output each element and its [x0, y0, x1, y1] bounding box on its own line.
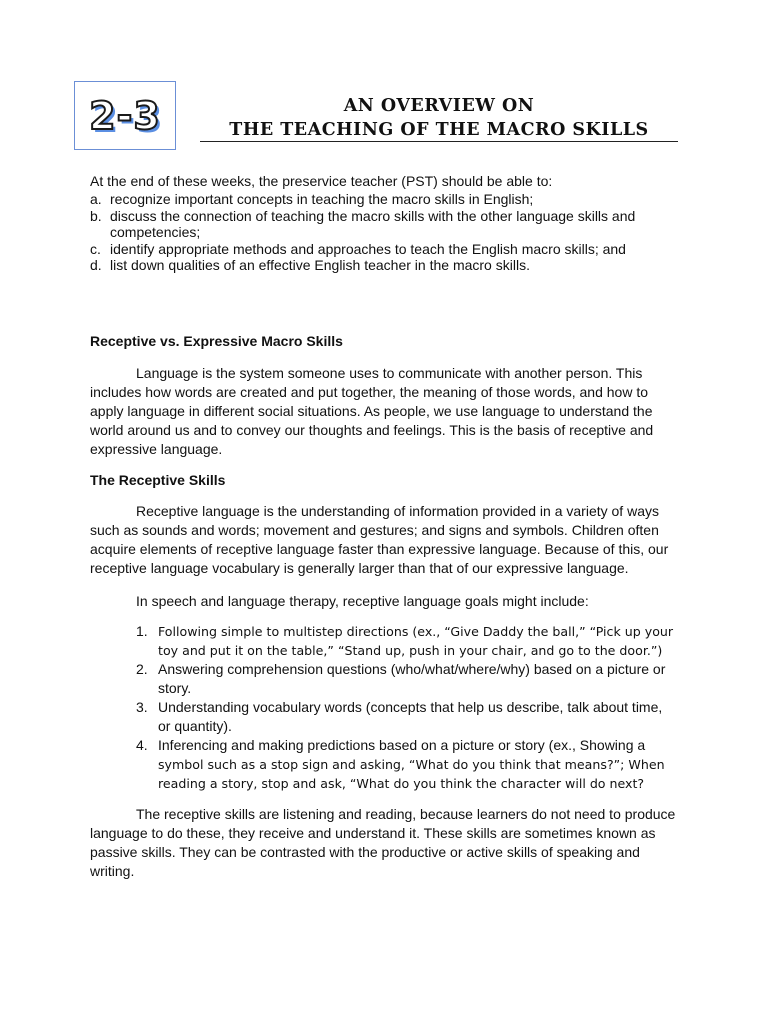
list-item-text: Answering comprehension questions (who/what/where/why) based on a picture or story. — [158, 661, 666, 696]
section-heading-receptive-vs-expressive: Receptive vs. Expressive Macro Skills — [90, 333, 343, 349]
list-marker: 4. — [136, 737, 148, 753]
list-item-text: identify appropriate methods and approaches to teach the English macro skills; and — [110, 240, 626, 257]
list-marker: 2. — [136, 661, 148, 677]
list-item-text: Following simple to multistep directions (ex., “Give Daddy the ball,” “Pick up your toy and put it on the table,” “Stand up, push in your chair, and go to the door.”) — [158, 624, 674, 658]
list-marker: a. — [90, 191, 102, 207]
objectives-intro: At the end of these weeks, the preservice teacher (PST) should be able to: — [90, 173, 553, 189]
section-heading-receptive-skills: The Receptive Skills — [90, 472, 226, 488]
list-item — [136, 660, 676, 698]
paragraph-therapy-goals-intro: In speech and language therapy, receptive language goals might include: — [136, 593, 589, 609]
list-item — [90, 257, 690, 274]
objectives-list — [90, 191, 690, 274]
list-item — [136, 736, 676, 793]
title-underline — [200, 141, 678, 142]
paragraph-receptive-language: Receptive language is the understanding of information provided in a variety of ways such as sounds and words; movement and gestures; and signs and symbols. Children often acquire elements of receptive language faster than expressive language. Because of this, our receptive language vocabulary is generally larger than that of our expressive language. — [90, 503, 669, 576]
list-item — [136, 698, 676, 736]
receptive-goals-list — [136, 622, 676, 793]
list-item-text: Understanding vocabulary words (concepts that help us describe, talk about time, or quantity). — [158, 699, 663, 734]
page-title — [200, 94, 678, 142]
list-marker: 1. — [136, 623, 148, 639]
list-marker: 3. — [136, 699, 148, 715]
lesson-number: 2-3 — [89, 93, 161, 138]
paragraph-receptive-skills-summary: The receptive skills are listening and reading, because learners do not need to produce language to do these, they receive and understand it. These skills are sometimes known as passive skills. They can be contrasted with the productive or active skills of speaking and writing. — [90, 806, 676, 879]
list-item-text-continued: symbol such as a stop sign and asking, “What do you think that means?”; When reading a story, stop and ask, “What do you think the character will do next? — [158, 757, 665, 791]
list-marker: d. — [90, 257, 102, 273]
list-item-text: Inferencing and making predictions based on a picture or story (ex., Showing a — [158, 737, 646, 753]
list-item — [90, 241, 690, 258]
list-marker: c. — [90, 240, 101, 257]
list-item — [90, 191, 690, 208]
list-item-text: discuss the connection of teaching the macro skills with the other language skills and competencies; — [110, 207, 636, 240]
list-marker: b. — [90, 207, 102, 224]
lesson-number-badge — [74, 81, 176, 150]
paragraph-language-definition: Language is the system someone uses to communicate with another person. This includes how words are created and put together, the meaning of those words, and how to apply language in different social situations. As people, we use language to understand the world around us and to convey our thoughts and feelings. This is the basis of receptive and expressive language. — [90, 365, 654, 457]
list-item-text: recognize important concepts in teaching the macro skills in English; — [110, 191, 534, 207]
list-item — [90, 208, 690, 241]
title-line-1: AN OVERVIEW ON — [343, 96, 535, 116]
list-item — [136, 622, 676, 660]
list-item-text: list down qualities of an effective English teacher in the macro skills. — [110, 257, 530, 273]
title-line-2: THE TEACHING OF THE MACRO SKILLS — [229, 120, 649, 140]
